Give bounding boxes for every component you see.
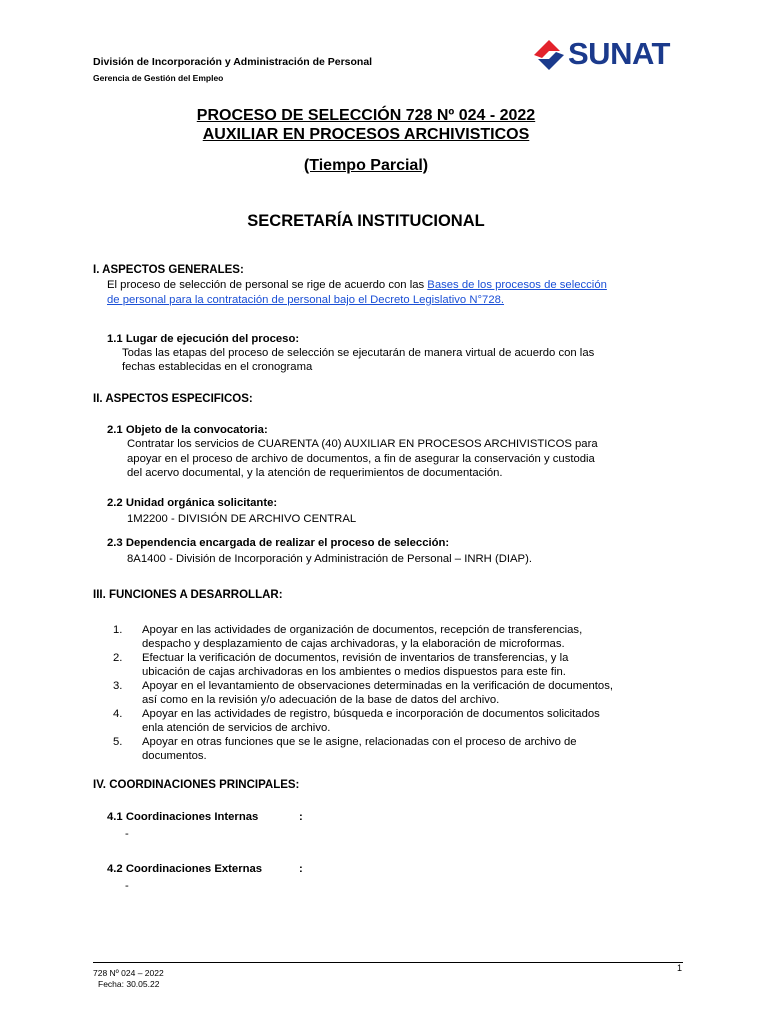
subsection-1-1-line1: Todas las etapas del proceso de selección se ejecutarán de manera virtual de acuerdo con las: [122, 347, 595, 359]
title-modality: (Tiempo Parcial): [303, 157, 429, 174]
section-1-text: [107, 278, 687, 308]
sunat-logo-text: SUNAT: [568, 36, 670, 71]
subsection-2-1-line3: del acervo documental, y la atención de requerimientos de documentación.: [127, 467, 503, 479]
header-gerencia: Gerencia de Gestión del Empleo: [93, 73, 224, 83]
title-position: AUXILIAR EN PROCESOS ARCHIVISTICOS: [202, 126, 530, 143]
title-process: PROCESO DE SELECCIÓN 728 Nº 024 - 2022: [196, 107, 536, 124]
list-item-number: 1.: [113, 624, 123, 636]
section-3-heading: III. FUNCIONES A DESARROLLAR:: [93, 589, 283, 601]
subsection-2-2-text: 1M2200 - DIVISIÓN DE ARCHIVO CENTRAL: [127, 513, 357, 525]
subsection-4-1-value: -: [125, 828, 129, 840]
list-item-line1: Apoyar en el levantamiento de observaciones determinadas en la verificación de documentos,: [142, 680, 613, 692]
list-item-line2: enla atención de servicios de archivo.: [142, 722, 331, 734]
subsection-4-1-colon: :: [299, 811, 303, 823]
list-item-line2: despacho y desplazamiento de cajas archivadoras, y la elaboración de microformas.: [142, 638, 565, 650]
list-item-line1: Apoyar en las actividades de organización de documentos, recepción de transferencias,: [142, 624, 583, 636]
bases-link[interactable]: Bases de los procesos de selección: [427, 279, 607, 291]
subsection-2-1-line2: apoyar en el proceso de archivo de documentos, a fin de asegurar la conservación y custodia: [127, 453, 595, 465]
list-item-line1: Efectuar la verificación de documentos, revisión de inventarios de transferencias, y la: [142, 652, 569, 664]
subsection-1-1-heading: 1.1 Lugar de ejecución del proceso:: [107, 333, 300, 345]
footer-code: 728 Nº 024 – 2022: [93, 968, 164, 978]
subsection-2-3-text: 8A1400 - División de Incorporación y Administración de Personal – INRH (DIAP).: [127, 553, 532, 565]
subsection-2-3-heading: 2.3 Dependencia encargada de realizar el proceso de selección:: [107, 537, 450, 549]
subsection-4-1-heading: 4.1 Coordinaciones Internas: [107, 811, 259, 823]
subsection-2-1-heading: 2.1 Objeto de la convocatoria:: [107, 424, 268, 436]
section-2-heading: II. ASPECTOS ESPECIFICOS:: [93, 393, 253, 405]
list-item-number: 5.: [113, 736, 123, 748]
sunat-emblem-icon: [530, 36, 568, 74]
footer-date: Fecha: 30.05.22: [98, 979, 160, 989]
list-item-line1: Apoyar en otras funciones que se le asigne, relacionadas con el proceso de archivo de: [142, 736, 577, 748]
subsection-2-2-heading: 2.2 Unidad orgánica solicitante:: [107, 497, 278, 509]
list-item-number: 2.: [113, 652, 123, 664]
subsection-4-2-value: -: [125, 880, 129, 892]
subsection-2-1-line1: Contratar los servicios de CUARENTA (40) AUXILIAR EN PROCESOS ARCHIVISTICOS para: [127, 438, 598, 450]
list-item-line2: documentos.: [142, 750, 207, 762]
page-number: 1: [677, 963, 683, 973]
list-item-line2: así como en la revisión y/o adecuación de la base de datos del archivo.: [142, 694, 500, 706]
subsection-4-2-heading: 4.2 Coordinaciones Externas: [107, 863, 263, 875]
subsection-1-1-line2: fechas establecidas en el cronograma: [122, 361, 313, 373]
header-division: División de Incorporación y Administración de Personal: [93, 56, 373, 68]
list-item-line2: ubicación de cajas archivadoras en los ambientes o medios dispuestos para este fin.: [142, 666, 566, 678]
list-item-number: 3.: [113, 680, 123, 692]
subsection-4-2-colon: :: [299, 863, 303, 875]
list-item-line1: Apoyar en las actividades de registro, búsqueda e incorporación de documentos solicitados: [142, 708, 600, 720]
functions-list: [113, 623, 683, 763]
title-area: SECRETARÍA INSTITUCIONAL: [247, 212, 485, 230]
sunat-logo: [530, 36, 685, 74]
section-1-text-intro: El proceso de selección de personal se rige de acuerdo con las: [107, 279, 428, 291]
section-1-heading: I. ASPECTOS GENERALES:: [93, 264, 244, 276]
bases-link-continued[interactable]: de personal para la contratación de personal bajo el Decreto Legislativo N°728.: [107, 294, 505, 306]
footer-divider: [93, 962, 683, 963]
section-4-heading: IV. COORDINACIONES PRINCIPALES:: [93, 779, 300, 791]
list-item-number: 4.: [113, 708, 123, 720]
